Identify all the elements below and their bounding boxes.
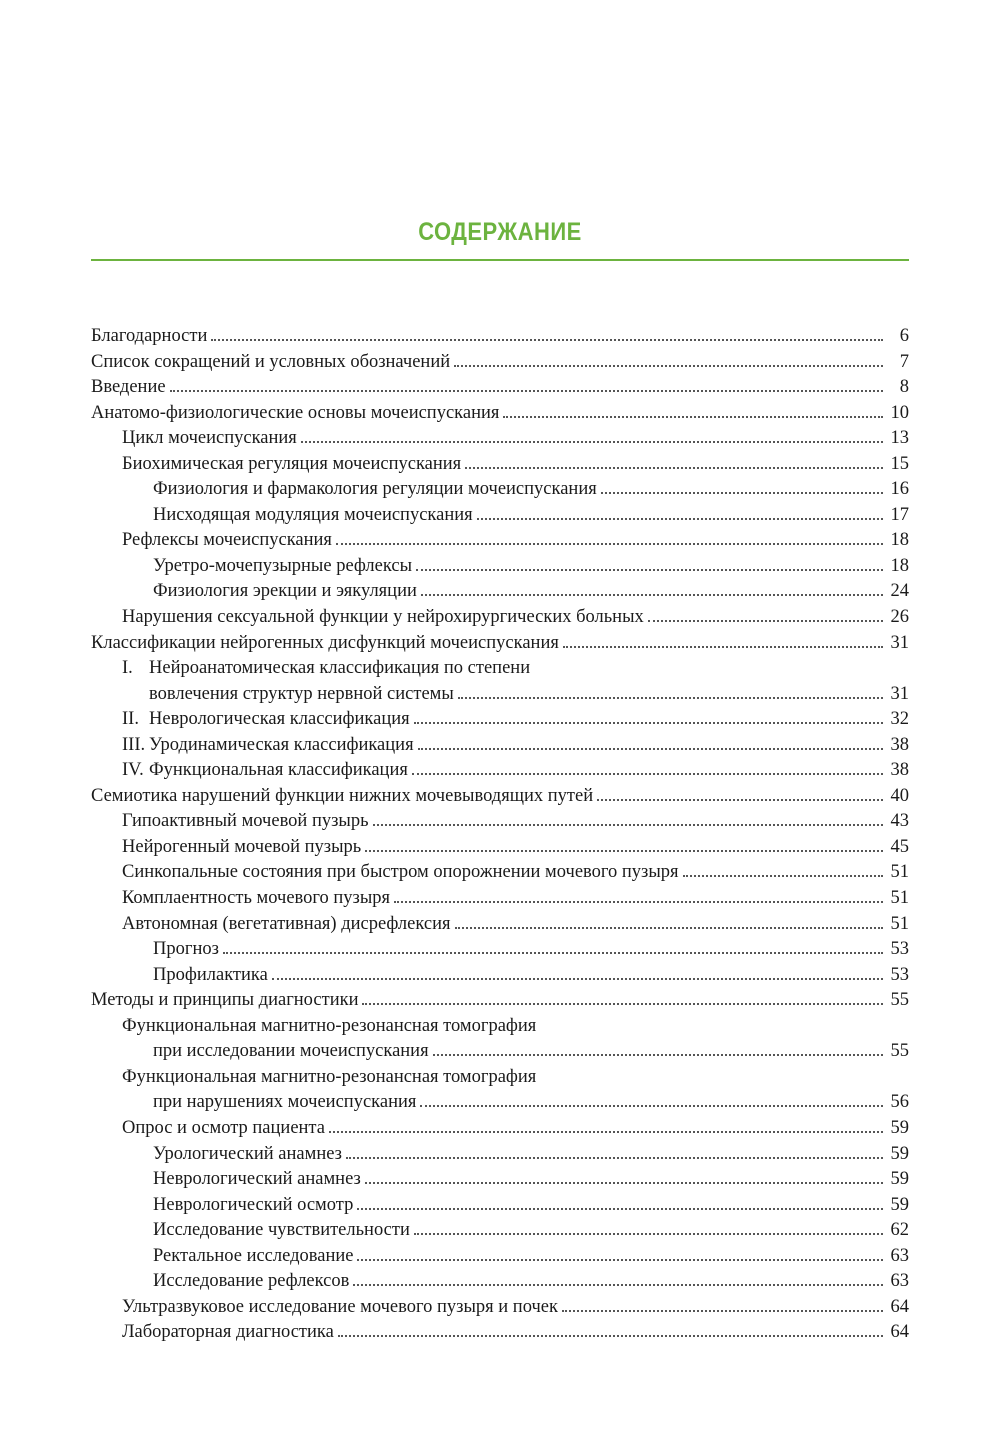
dot-leader [563, 646, 883, 648]
toc-entry-label: Автономная (вегетативная) дисрефлексия [122, 912, 455, 938]
toc-entry-label: Прогноз [153, 937, 223, 963]
toc-entry-continuation[interactable] [91, 1090, 909, 1116]
toc-entry-page: 62 [890, 1220, 909, 1241]
toc-entry-page: 31 [890, 632, 909, 653]
dot-leader [418, 748, 883, 750]
toc-entry-label: Комплаентность мочевого пузыря [122, 886, 394, 912]
dot-leader [170, 390, 883, 392]
dot-leader [503, 416, 882, 418]
dot-leader [223, 952, 883, 954]
toc-entry[interactable] [91, 350, 909, 376]
title-divider [91, 259, 909, 261]
toc-entry-label: Классификации нейрогенных дисфункций мочеиспускания [91, 631, 563, 657]
dot-leader [433, 1054, 883, 1056]
toc-entry[interactable] [91, 1244, 909, 1270]
toc-entry[interactable] [91, 426, 909, 452]
toc-entry-page: 53 [890, 964, 909, 985]
toc-entry[interactable] [91, 988, 909, 1014]
toc-entry-page: 64 [890, 1296, 909, 1317]
toc-entry-label: при нарушениях мочеиспускания [153, 1090, 420, 1116]
toc-entry[interactable] [91, 784, 909, 810]
toc-entry-page: 24 [890, 581, 909, 602]
toc-entry[interactable] [91, 375, 909, 401]
dot-leader [683, 875, 883, 877]
toc-entry-label: Синкопальные состояния при быстром опорожнении мочевого пузыря [122, 860, 683, 886]
dot-leader [357, 1208, 882, 1210]
toc-entry-page: 59 [890, 1143, 909, 1164]
toc-entry[interactable] [91, 528, 909, 554]
toc-entry-label: Ректальное исследование [153, 1244, 357, 1270]
toc-entry-page: 40 [890, 785, 909, 806]
toc-entry-label: Введение [91, 375, 170, 401]
toc-entry-label: Благодарности [91, 324, 211, 350]
toc-entry[interactable] [91, 733, 909, 759]
toc-entry-label: при исследовании мочеиспускания [153, 1039, 433, 1065]
toc-entry-label: Исследование чувствительности [153, 1218, 414, 1244]
toc-entry[interactable] [91, 707, 909, 733]
dot-leader [365, 850, 882, 852]
toc-entry[interactable] [91, 1295, 909, 1321]
toc-entry-label: Гипоактивный мочевой пузырь [122, 809, 373, 835]
dot-leader [562, 1310, 883, 1312]
toc-entry[interactable] [91, 1167, 909, 1193]
toc-entry-label: Опрос и осмотр пациента [122, 1116, 329, 1142]
dot-leader [365, 1182, 883, 1184]
toc-entry-page: 51 [890, 862, 909, 883]
dot-leader [648, 620, 883, 622]
toc-entry-label: Нарушения сексуальной функции у нейрохирургических больных [122, 605, 648, 631]
toc-entry-label: Нейрогенный мочевой пузырь [122, 835, 365, 861]
toc-entry-number: IV. [122, 760, 144, 781]
dot-leader [420, 1105, 882, 1107]
toc-entry-label: Методы и принципы диагностики [91, 988, 362, 1014]
toc-entry-label: Физиология эрекции и эякуляции [153, 579, 421, 605]
dot-leader [362, 1003, 882, 1005]
toc-entry-label: Семиотика нарушений функции нижних мочевыводящих путей [91, 784, 597, 810]
toc-entry-label: вовлечения структур нервной системы [122, 682, 458, 708]
toc-entry-label: Список сокращений и условных обозначений [91, 350, 454, 376]
toc-entry-page: 64 [890, 1322, 909, 1343]
dot-leader [336, 543, 883, 545]
toc-entry-label [122, 707, 414, 733]
toc-entry[interactable] [91, 1065, 909, 1091]
dot-leader [414, 1233, 883, 1235]
dot-leader [373, 824, 883, 826]
toc-entry-continuation[interactable] [91, 1039, 909, 1065]
toc-entry-title: Уродинамическая классификация [149, 734, 414, 755]
toc-entry-page: 32 [890, 709, 909, 730]
toc-entry-number: I. [122, 658, 133, 679]
toc-entry[interactable] [91, 579, 909, 605]
toc-entry-page: 16 [890, 479, 909, 500]
dot-leader [338, 1335, 883, 1337]
toc-entry-page: 59 [890, 1117, 909, 1138]
toc-entry[interactable] [91, 1142, 909, 1168]
toc-entry-label: Цикл мочеиспускания [122, 426, 301, 452]
toc-entry[interactable] [91, 1269, 909, 1295]
toc-entry[interactable] [91, 503, 909, 529]
toc-entry-label: Лабораторная диагностика [122, 1320, 338, 1346]
toc-entry-page: 13 [890, 428, 909, 449]
toc-entry-label: Исследование рефлексов [153, 1269, 353, 1295]
toc-entry[interactable] [91, 1116, 909, 1142]
toc-entry-page: 18 [890, 555, 909, 576]
toc-entry[interactable] [91, 1218, 909, 1244]
page-title: СОДЕРЖАНИЕ [418, 218, 582, 246]
toc-entry-page: 59 [890, 1169, 909, 1190]
toc-entry-label: Функциональная магнитно-резонансная томография [122, 1014, 540, 1040]
dot-leader [394, 901, 882, 903]
dot-leader [465, 467, 882, 469]
toc-entry[interactable] [91, 554, 909, 580]
toc-entry[interactable] [91, 1014, 909, 1040]
toc-entry-page: 63 [890, 1271, 909, 1292]
toc-entry[interactable] [91, 477, 909, 503]
toc-entry[interactable] [91, 1320, 909, 1346]
toc-entry[interactable] [91, 605, 909, 631]
toc-entry-page: 45 [890, 836, 909, 857]
toc-entry-label: Функциональная магнитно-резонансная томография [122, 1065, 540, 1091]
toc-entry-page: 31 [890, 683, 909, 704]
dot-leader [346, 1157, 883, 1159]
toc-entry-label [122, 758, 412, 784]
toc-entry-label: Урологический анамнез [153, 1142, 346, 1168]
toc-entry[interactable] [91, 860, 909, 886]
dot-leader [421, 594, 883, 596]
toc-entry-page: 17 [890, 504, 909, 525]
toc-entry-label: Биохимическая регуляция мочеиспускания [122, 452, 465, 478]
toc-entry-page: 6 [899, 326, 909, 346]
toc-entry-title: Неврологическая классификация [149, 709, 410, 730]
toc-entry-label: Ультразвуковое исследование мочевого пузыря и почек [122, 1295, 562, 1321]
toc-entry[interactable] [91, 937, 909, 963]
toc-entry[interactable] [91, 401, 909, 427]
toc-entry-label [122, 733, 418, 759]
table-of-contents [91, 324, 909, 1346]
toc-entry[interactable] [91, 912, 909, 938]
toc-entry-page: 53 [890, 939, 909, 960]
toc-entry-page: 38 [890, 760, 909, 781]
toc-entry-page: 7 [899, 351, 909, 372]
dot-leader [353, 1284, 882, 1286]
toc-entry-title: Функциональная классификация [149, 760, 408, 781]
toc-entry-label: Физиология и фармакология регуляции мочеиспускания [153, 477, 601, 503]
toc-entry-label: Нисходящая модуляция мочеиспускания [153, 503, 477, 529]
toc-entry-page: 63 [890, 1245, 909, 1266]
dot-leader [477, 518, 883, 520]
toc-entry-continuation[interactable] [91, 682, 909, 708]
toc-entry-page: 26 [890, 607, 909, 628]
dot-leader [601, 492, 883, 494]
toc-entry[interactable] [91, 631, 909, 657]
toc-entry-number: II. [122, 709, 139, 730]
dot-leader [412, 773, 883, 775]
toc-entry-page: 43 [890, 811, 909, 832]
toc-entry-page: 55 [890, 990, 909, 1011]
dot-leader [458, 697, 883, 699]
dot-leader [414, 722, 883, 724]
toc-entry[interactable] [91, 758, 909, 784]
dot-leader [211, 339, 883, 341]
toc-entry-page: 18 [890, 530, 909, 551]
toc-entry[interactable] [91, 809, 909, 835]
dot-leader [597, 799, 882, 801]
dot-leader [301, 441, 883, 443]
toc-entry[interactable] [91, 452, 909, 478]
dot-leader [454, 365, 883, 367]
dot-leader [329, 1131, 883, 1133]
toc-entry-number: III. [122, 734, 146, 755]
toc-entry-page: 38 [890, 734, 909, 755]
toc-entry-label: Профилактика [153, 963, 272, 989]
toc-entry-label: Анатомо-физиологические основы мочеиспускания [91, 401, 503, 427]
toc-entry[interactable] [91, 656, 909, 682]
toc-entry-page: 51 [890, 913, 909, 934]
toc-entry[interactable] [91, 324, 909, 350]
toc-entry-page: 56 [890, 1092, 909, 1113]
toc-entry-title: Нейроанатомическая классификация по степени [149, 658, 531, 679]
toc-entry[interactable] [91, 1193, 909, 1219]
toc-entry-label: Рефлексы мочеиспускания [122, 528, 336, 554]
toc-entry-label [122, 656, 534, 682]
toc-entry-page: 59 [890, 1194, 909, 1215]
toc-entry-label: Неврологический анамнез [153, 1167, 365, 1193]
toc-entry-page: 10 [890, 402, 909, 423]
dot-leader [416, 569, 882, 571]
toc-entry[interactable] [91, 886, 909, 912]
toc-entry-page: 15 [890, 453, 909, 474]
toc-entry-page: 55 [890, 1041, 909, 1062]
toc-entry-page: 8 [899, 377, 909, 398]
toc-entry-label: Уретро-мочепузырные рефлексы [153, 554, 416, 580]
toc-entry[interactable] [91, 963, 909, 989]
toc-entry-page: 51 [890, 888, 909, 909]
dot-leader [455, 927, 883, 929]
dot-leader [272, 978, 883, 980]
toc-entry[interactable] [91, 835, 909, 861]
dot-leader [357, 1259, 882, 1261]
toc-entry-label: Неврологический осмотр [153, 1193, 357, 1219]
